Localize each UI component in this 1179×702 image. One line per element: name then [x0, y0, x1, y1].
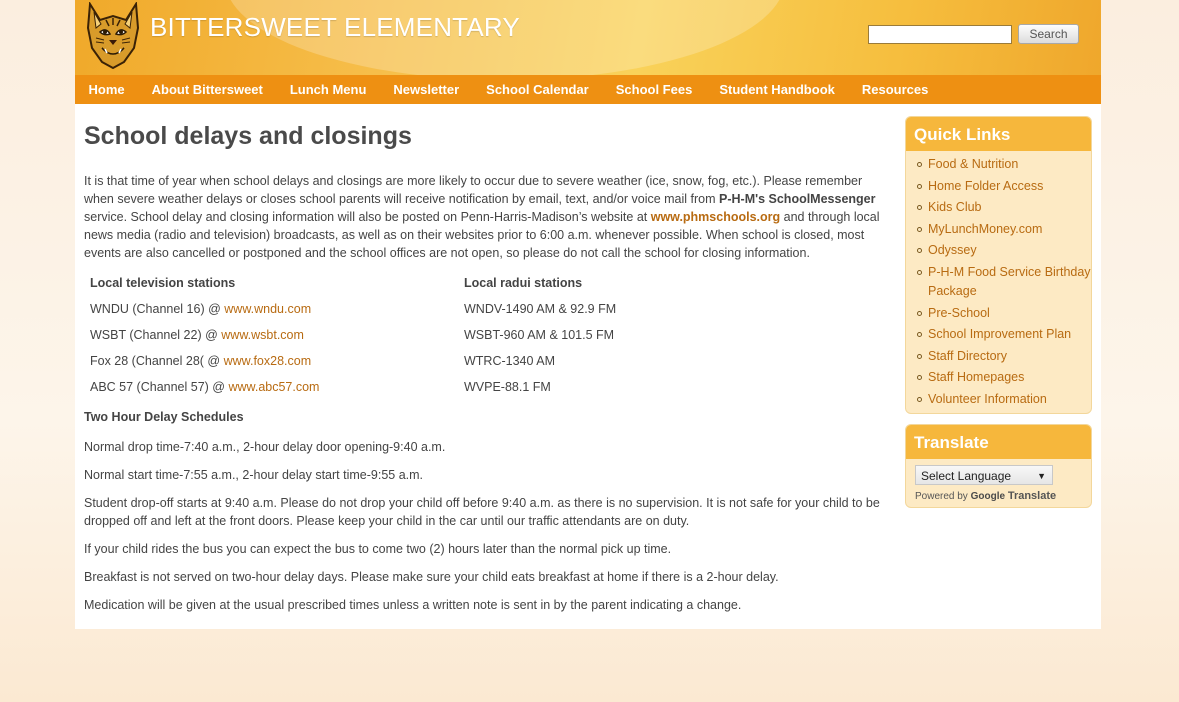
- powered-by-text: Powered by: [915, 490, 968, 502]
- list-item: [928, 303, 1091, 325]
- page-wrapper: [75, 0, 1101, 629]
- bobcat-mascot-icon[interactable]: [84, 2, 142, 70]
- list-item: [928, 197, 1091, 219]
- tv-label: Fox 28 (Channel 28( @: [90, 354, 224, 368]
- list-item: [928, 324, 1091, 346]
- page-title: School delays and closings: [84, 122, 412, 150]
- quick-links-list: [906, 151, 1091, 413]
- phmschools-link[interactable]: www.phmschools.org: [650, 210, 781, 224]
- table-row: [84, 322, 844, 348]
- sidebar: [905, 116, 1092, 508]
- tv-link[interactable]: www.wsbt.com: [221, 328, 304, 342]
- translate-link[interactable]: Translate: [1007, 489, 1057, 502]
- quick-link[interactable]: MyLunchMoney.com: [928, 221, 1043, 236]
- list-item: [928, 262, 1091, 303]
- tv-link[interactable]: www.fox28.com: [223, 354, 312, 368]
- list-item: [928, 367, 1091, 389]
- site-header: [75, 0, 1101, 75]
- quick-links-widget: [905, 116, 1092, 414]
- search-button[interactable]: Search: [1018, 24, 1079, 44]
- powered-by-google: [915, 489, 1082, 504]
- translate-body: [906, 459, 1091, 507]
- intro-text-2: service. School delay and closing information will also be posted on Penn-Harris-Madison’s website at: [84, 210, 651, 224]
- intro-paragraph: [84, 172, 889, 262]
- list-item: [928, 154, 1091, 176]
- nav-newsletter[interactable]: Newsletter: [393, 82, 460, 97]
- delay-paragraph: Normal start time-7:55 a.m., 2-hour delay start time-9:55 a.m.: [84, 468, 424, 482]
- table-row: [84, 296, 844, 322]
- nav-school-calendar[interactable]: School Calendar: [486, 82, 589, 97]
- nav-school-fees[interactable]: School Fees: [615, 82, 693, 97]
- main-content: [84, 104, 889, 612]
- quick-link[interactable]: Food & Nutrition: [928, 157, 1019, 171]
- nav-resources[interactable]: Resources: [861, 82, 929, 97]
- google-logo: Google: [970, 490, 1006, 502]
- tv-link[interactable]: www.abc57.com: [228, 380, 320, 394]
- quick-links-title: Quick Links: [906, 117, 1091, 151]
- stations-table: [84, 270, 844, 400]
- tv-label: WSBT (Channel 22) @: [90, 328, 222, 342]
- language-select-label: Select Language: [921, 468, 1012, 483]
- quick-link[interactable]: Staff Homepages: [928, 370, 1025, 385]
- quick-link[interactable]: Pre-School: [928, 305, 990, 320]
- quick-link[interactable]: Volunteer Information: [928, 391, 1047, 406]
- tv-cell: [84, 322, 458, 348]
- radio-cell: WTRC-1340 AM: [464, 354, 555, 368]
- site-title[interactable]: BITTERSWEET ELEMENTARY: [150, 12, 520, 42]
- nav-student-handbook[interactable]: Student Handbook: [719, 82, 835, 97]
- stations-header-row: [84, 270, 844, 296]
- tv-link[interactable]: www.wndu.com: [224, 302, 312, 316]
- nav-lunch-menu[interactable]: Lunch Menu: [289, 82, 367, 97]
- caret-down-icon: ▼: [1037, 470, 1046, 481]
- radio-cell: WNDV-1490 AM & 92.9 FM: [464, 302, 617, 316]
- radio-cell: WSBT-960 AM & 101.5 FM: [464, 328, 615, 342]
- intro-text-1: It is that time of year when school delays and closings are more likely to occur due to severe weather (ice, snow, fog, etc.). Please remember when severe weather delays or closes school parents will receive notification by email, text, and/or voice mail from: [84, 174, 863, 206]
- tv-cell: [84, 374, 458, 400]
- radio-cell: WVPE-88.1 FM: [464, 380, 551, 394]
- delay-paragraph: Student drop-off starts at 9:40 a.m. Please do not drop your child off before 9:40 a.m. as there is no supervision. It is not safe for your child to be dropped off and left at the front doors. Please keep your child in the car until our traffic attendants are on duty.: [84, 496, 880, 528]
- delay-paragraph: Breakfast is not served on two-hour delay days. Please make sure your child eats breakfast at home if there is a 2-hour delay.: [84, 570, 779, 584]
- list-item: [928, 346, 1091, 368]
- quick-link[interactable]: School Improvement Plan: [928, 327, 1072, 342]
- list-item: [928, 176, 1091, 198]
- translate-widget: [905, 424, 1092, 508]
- search-input[interactable]: [868, 25, 1012, 44]
- delay-paragraph: Medication will be given at the usual prescribed times unless a written note is sent in by the parent indicating a change.: [84, 598, 742, 612]
- tv-label: ABC 57 (Channel 57) @: [90, 380, 229, 394]
- delay-paragraph: If your child rides the bus you can expect the bus to come two (2) hours later than the normal pick up time.: [84, 542, 672, 556]
- delay-paragraph: Normal drop time-7:40 a.m., 2-hour delay door opening-9:40 a.m.: [84, 440, 446, 454]
- quick-link[interactable]: P-H-M Food Service Birthday Package: [928, 264, 1091, 298]
- table-row: [84, 374, 844, 400]
- translate-title: Translate: [906, 425, 1091, 459]
- nav-about-bittersweet[interactable]: About Bittersweet: [151, 82, 263, 97]
- radio-heading: Local radui stations: [464, 276, 583, 290]
- tv-cell: [84, 348, 458, 374]
- tv-label: WNDU (Channel 16) @: [90, 302, 225, 316]
- quick-link[interactable]: Kids Club: [928, 200, 982, 215]
- list-item: [928, 389, 1091, 411]
- schoolmessenger-text: P-H-M's SchoolMessenger: [719, 192, 876, 206]
- intro-text-3: and through local news media (radio and television) broadcasts, as well as on their websites prior to 6:00 a.m. whenever possible. When school is closed, most events are also cancelled or postponed and the school offices are not open, so please do not call the school for closing information.: [84, 210, 880, 260]
- list-item: [928, 240, 1091, 262]
- main-nav: [75, 75, 1101, 104]
- quick-link[interactable]: Staff Directory: [928, 348, 1007, 363]
- delay-heading: Two Hour Delay Schedules: [84, 410, 244, 424]
- table-row: [84, 348, 844, 374]
- tv-cell: [84, 296, 458, 322]
- list-item: [928, 219, 1091, 241]
- language-select[interactable]: [915, 465, 1053, 485]
- quick-link[interactable]: Odyssey: [928, 243, 977, 258]
- tv-heading: Local television stations: [90, 276, 236, 290]
- quick-link[interactable]: Home Folder Access: [928, 178, 1044, 193]
- nav-home[interactable]: Home: [88, 82, 125, 97]
